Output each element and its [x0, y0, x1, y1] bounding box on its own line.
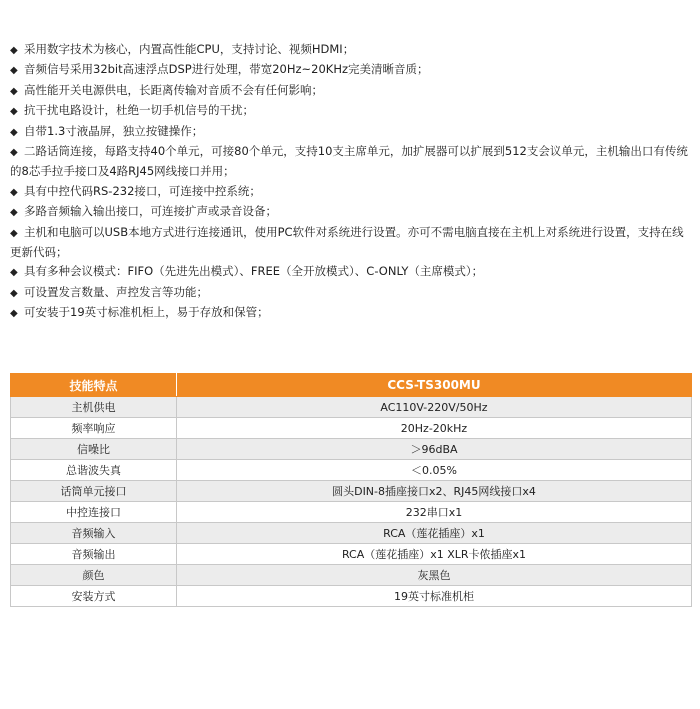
table-row — [11, 397, 692, 418]
spec-value: 232串口x1 — [177, 502, 692, 523]
feature-text: 可安装于19英寸标准机柜上，易于存放和保管； — [24, 305, 269, 320]
spec-value: ＞96dBA — [177, 439, 692, 460]
diamond-bullet-icon: ◆ — [10, 147, 18, 159]
feature-text: 采用数字技术为核心，内置高性能CPU，支持讨论、视频HDMI； — [24, 42, 355, 56]
spec-label: 颜色 — [11, 565, 177, 586]
spec-label: 安装方式 — [11, 586, 177, 607]
table-row — [11, 502, 692, 523]
spec-label: 总谐波失真 — [11, 460, 177, 481]
feature-item — [10, 182, 692, 202]
spec-value: 20Hz-20kHz — [177, 418, 692, 439]
table-row — [11, 439, 692, 460]
table-row — [11, 418, 692, 439]
spec-label: 话筒单元接口 — [11, 481, 177, 502]
diamond-bullet-icon: ◆ — [10, 85, 18, 97]
feature-text: 音频信号采用32bit高速浮点DSP进行处理，带宽20Hz~20KHz完美清晰音质； — [24, 62, 429, 77]
feature-item — [10, 122, 692, 142]
diamond-bullet-icon: ◆ — [10, 126, 18, 138]
spec-value: AC110V-220V/50Hz — [177, 397, 692, 418]
feature-text: 具有多种会议模式：FIFO（先进先出模式）、FREE（全开放模式）、C-ONLY（主席模式）； — [24, 264, 484, 279]
spec-label: 频率响应 — [11, 418, 177, 439]
feature-item — [10, 40, 692, 60]
feature-item — [10, 101, 692, 121]
spec-value: RCA（莲花插座）x1 — [177, 523, 692, 544]
spec-table-header — [11, 374, 692, 397]
spec-label: 信噪比 — [11, 439, 177, 460]
diamond-bullet-icon: ◆ — [10, 207, 18, 219]
table-row — [11, 586, 692, 607]
feature-text: 多路音频输入输出接口，可连接扩声或录音设备； — [24, 204, 277, 219]
feature-item — [10, 303, 692, 323]
feature-item — [10, 283, 692, 303]
spec-value: RCA（莲花插座）x1 XLR卡侬插座x1 — [177, 544, 692, 565]
feature-text: 高性能开关电源供电，长距离传输对音质不会有任何影响； — [24, 82, 323, 97]
table-row — [11, 544, 692, 565]
spec-value: 圆头DIN-8插座接口x2、RJ45网线接口x4 — [177, 481, 692, 502]
spec-value: 19英寸标准机柜 — [177, 586, 692, 607]
spec-label: 音频输出 — [11, 544, 177, 565]
diamond-bullet-icon: ◆ — [10, 45, 18, 56]
spec-label: 音频输入 — [11, 523, 177, 544]
diamond-bullet-icon: ◆ — [10, 308, 18, 320]
feature-item — [10, 262, 692, 282]
spec-value: 灰黑色 — [177, 565, 692, 586]
diamond-bullet-icon: ◆ — [10, 106, 18, 118]
table-row — [11, 565, 692, 586]
feature-text: 具有中控代码RS-232接口，可连接中控系统； — [24, 183, 261, 198]
spec-label: 中控连接口 — [11, 502, 177, 523]
feature-item — [10, 223, 692, 263]
feature-text: 抗干扰电路设计，杜绝一切手机信号的干扰； — [24, 103, 254, 118]
feature-item — [10, 81, 692, 101]
feature-item — [10, 142, 692, 182]
feature-text: 主机和电脑可以USB本地方式进行连接通讯，使用PC软件对系统进行设置。亦可不需电脑直接在主机上对系统进行设置，支持在线更新代码； — [10, 224, 684, 260]
feature-item — [10, 60, 692, 80]
table-row — [11, 460, 692, 481]
feature-text: 自带1.3寸液晶屏，独立按键操作； — [24, 123, 204, 138]
feature-text: 二路话筒连接，每路支持40个单元，可接80个单元，支持10支主席单元，加扩展器可以扩展到512支会议单元，主机输出口有传统的8芯手拉手接口及4路RJ45网线接口并用； — [10, 144, 688, 179]
diamond-bullet-icon: ◆ — [10, 65, 18, 77]
spec-value: ＜0.05% — [177, 460, 692, 481]
spec-label: 主机供电 — [11, 397, 177, 418]
table-row — [11, 523, 692, 544]
spec-table — [10, 373, 692, 607]
feature-list — [10, 40, 692, 324]
diamond-bullet-icon: ◆ — [10, 287, 18, 299]
spec-header-model: CCS-TS300MU — [177, 374, 692, 397]
diamond-bullet-icon: ◆ — [10, 267, 18, 279]
table-row — [11, 481, 692, 502]
diamond-bullet-icon: ◆ — [10, 227, 18, 239]
feature-text: 可设置发言数量、声控发言等功能； — [24, 284, 208, 299]
spec-header-label: 技能特点 — [11, 374, 177, 397]
diamond-bullet-icon: ◆ — [10, 186, 18, 198]
feature-item — [10, 202, 692, 222]
